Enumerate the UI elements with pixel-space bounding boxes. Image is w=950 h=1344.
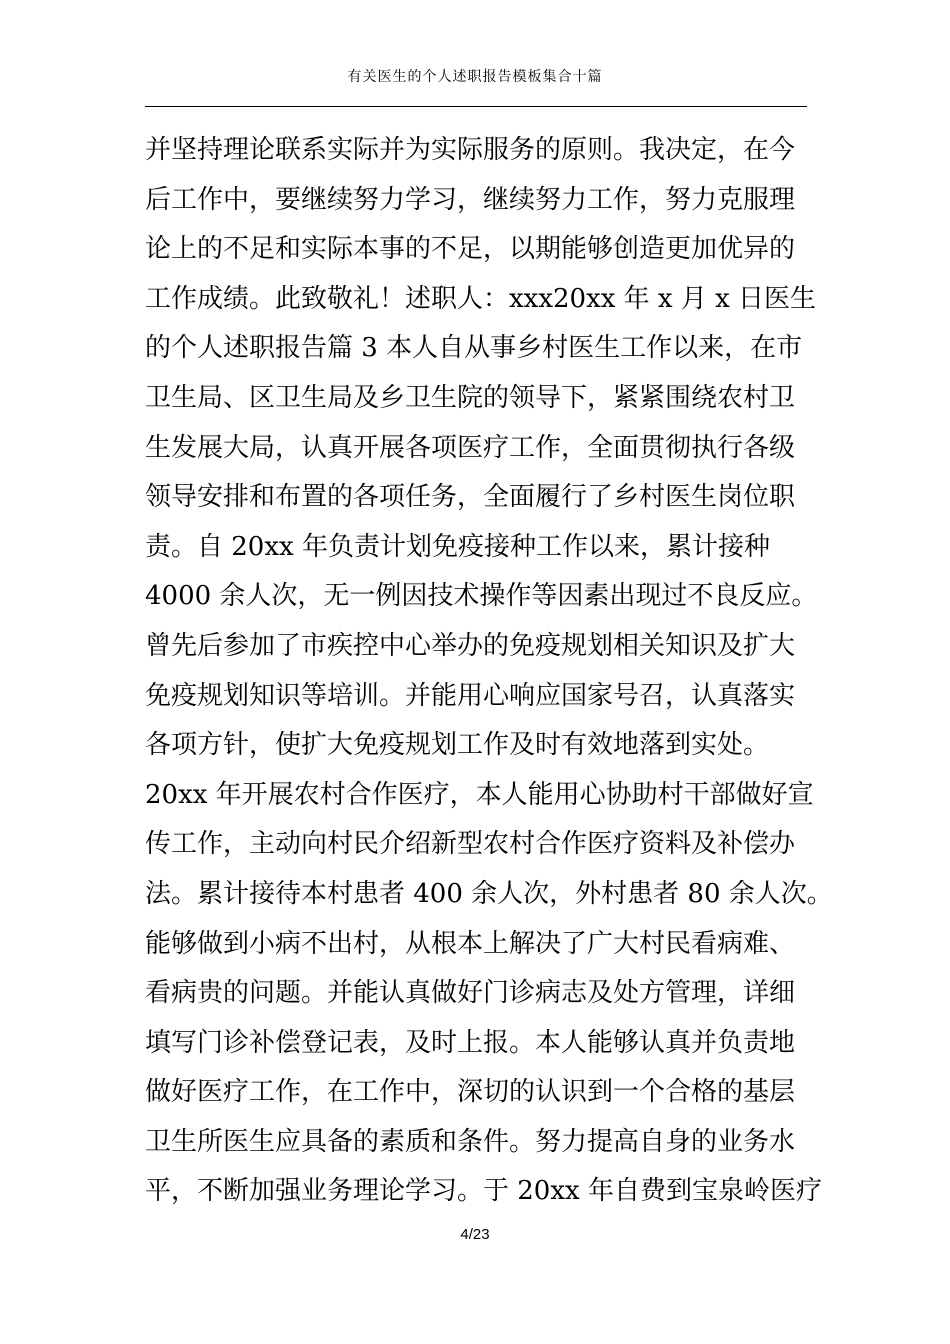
text-line: 填写门诊补偿登记表，及时上报。本人能够认真并负责地	[145, 1027, 796, 1058]
text-line: 责。自 20xx 年负责计划免疫接种工作以来，累计接种	[145, 531, 770, 562]
text-line: 论上的不足和实际本事的不足，以期能够创造更加优异的	[145, 234, 796, 265]
header-divider	[145, 106, 807, 107]
text-line: 4000 余人次，无一例因技术操作等因素出现过不良反应。	[145, 581, 818, 612]
text-line: 免疫规划知识等培训。并能用心响应国家号召，认真落实	[145, 680, 796, 711]
text-line: 做好医疗工作，在工作中，深切的认识到一个合格的基层	[145, 1077, 796, 1108]
text-line: 工作成绩。此致敬礼！述职人：xxx20xx 年 x 月 x 日医生	[145, 283, 817, 314]
text-line: 各项方针，使扩大免疫规划工作及时有效地落到实处。	[145, 730, 770, 761]
page-header-title: 有关医生的个人述职报告模板集合十篇	[347, 69, 603, 85]
text-line: 的个人述职报告篇 3 本人自从事乡村医生工作以来，在市	[145, 333, 803, 364]
text-line: 生发展大局，认真开展各项医疗工作，全面贯彻执行各级	[145, 432, 796, 463]
text-line: 领导安排和布置的各项任务，全面履行了乡村医生岗位职	[145, 482, 796, 513]
text-line: 并坚持理论联系实际并为实际服务的原则。我决定，在今	[145, 135, 796, 165]
text-line: 看病贵的问题。并能认真做好门诊病志及处方管理，详细	[145, 978, 796, 1009]
text-line: 能够做到小病不出村，从根本上解决了广大村民看病难、	[145, 928, 796, 959]
text-line: 卫生局、区卫生局及乡卫生院的领导下，紧紧围绕农村卫	[145, 382, 796, 413]
page-number: 4/23	[460, 1226, 490, 1243]
text-line: 传工作，主动向村民介绍新型农村合作医疗资料及补偿办	[145, 829, 796, 860]
text-line: 20xx 年开展农村合作医疗，本人能用心协助村干部做好宣	[145, 779, 814, 810]
text-line: 卫生所医生应具备的素质和条件。努力提高自身的业务水	[145, 1126, 796, 1157]
text-line: 法。累计接待本村患者 400 余人次，外村患者 80 余人次。	[145, 878, 833, 909]
body-text	[145, 126, 835, 1217]
text-line: 平，不断加强业务理论学习。于 20xx 年自费到宝泉岭医疗	[145, 1176, 822, 1207]
text-line: 后工作中，要继续努力学习，继续努力工作，努力克服理	[145, 184, 796, 215]
text-line: 曾先后参加了市疾控中心举办的免疫规划相关知识及扩大	[145, 630, 796, 661]
